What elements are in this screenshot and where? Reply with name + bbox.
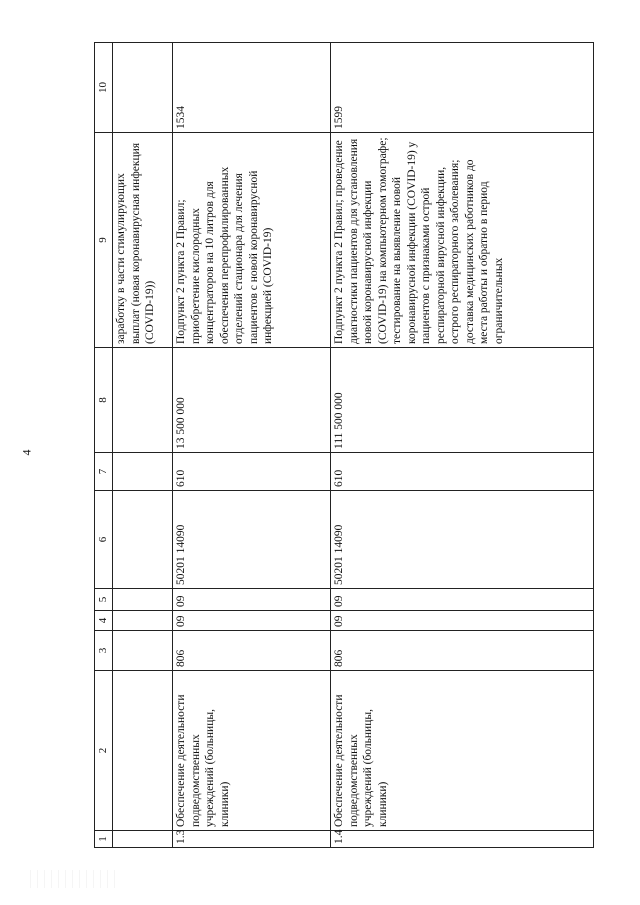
table-row xyxy=(173,43,331,848)
row-target-article: 50201 14090 xyxy=(173,491,331,589)
table-cell xyxy=(113,491,173,589)
row-target-article: 50201 14090 xyxy=(331,491,594,589)
table-cell xyxy=(113,348,173,453)
column-header: 3 xyxy=(95,631,113,671)
row-code: 806 xyxy=(173,631,331,671)
table-cell xyxy=(113,589,173,611)
row-amount: 13 500 000 xyxy=(173,348,331,453)
continuation-row xyxy=(113,43,173,848)
row-purpose: Подпункт 2 пункта 2 Правил; приобретение кислородных концентраторов на 10 литров для обеспечения перепрофилированных отделений стационара для лечения пациентов с новой коронавирусной инфекцией (COVID-19) xyxy=(173,133,331,348)
table-cell xyxy=(113,631,173,671)
row-expense-type: 610 xyxy=(331,453,594,491)
budget-table-grid xyxy=(94,42,594,848)
table-cell xyxy=(113,611,173,631)
row-reference: 1599 xyxy=(331,43,594,133)
row-code: 806 xyxy=(331,631,594,671)
column-number-row xyxy=(95,43,113,848)
table-cell xyxy=(113,43,173,133)
table-cell xyxy=(113,671,173,831)
row-amount: 111 500 000 xyxy=(331,348,594,453)
column-header: 8 xyxy=(95,348,113,453)
page-number: 4 xyxy=(19,449,34,456)
row-number: 1.3 xyxy=(173,831,331,848)
scan-artifact xyxy=(30,870,120,888)
column-header: 2 xyxy=(95,671,113,831)
table-row xyxy=(331,43,594,848)
row-name: Обеспечение деятельности подведомственных учреждений (больницы, клиники) xyxy=(331,671,594,831)
table-cell xyxy=(113,831,173,848)
row-name: Обеспечение деятельности подведомственных учреждений (больницы, клиники) xyxy=(173,671,331,831)
table-cell xyxy=(113,453,173,491)
column-header: 10 xyxy=(95,43,113,133)
budget-table xyxy=(94,43,594,848)
row-number: 1.4 xyxy=(331,831,594,848)
row-section: 09 xyxy=(173,611,331,631)
column-header: 7 xyxy=(95,453,113,491)
row-reference: 1534 xyxy=(173,43,331,133)
row-expense-type: 610 xyxy=(173,453,331,491)
row-section: 09 xyxy=(331,611,594,631)
row-subsection: 09 xyxy=(173,589,331,611)
row-subsection: 09 xyxy=(331,589,594,611)
column-header: 4 xyxy=(95,611,113,631)
column-header: 5 xyxy=(95,589,113,611)
column-header: 6 xyxy=(95,491,113,589)
continuation-purpose: заработку в части стимулирующих выплат (новая коронавирусная инфекция (COVID-19)) xyxy=(113,133,173,348)
column-header: 1 xyxy=(95,831,113,848)
column-header: 9 xyxy=(95,133,113,348)
row-purpose: Подпункт 2 пункта 2 Правил; проведение диагностики пациентов для установления новой коронавирусной инфекции (COVID-19) на компьютерном томографе; тестирование на выявление новой коронавирусной инфекции (COVID-19) у пациентов с признаками острой респираторной вирусной инфекции, острого респираторного заболевания; доставка медицинских работников до места работы и обратно в период ограничительных xyxy=(331,133,594,348)
